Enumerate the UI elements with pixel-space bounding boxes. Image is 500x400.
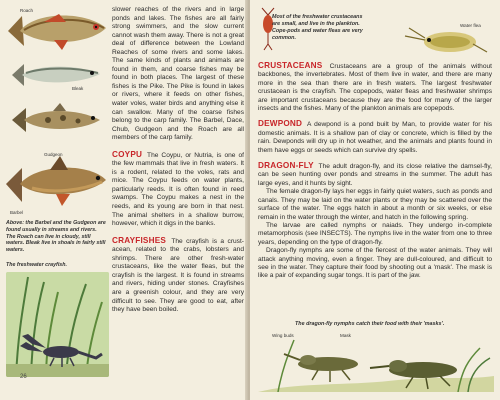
nymph-caption: The dragon-fly nymphs catch their food with their 'masks'. bbox=[295, 321, 445, 327]
dragonfly-section bbox=[258, 162, 492, 188]
crayfishes-text: The crayfish is a crust-acean, related to the crabs, lobsters and shrimps. There are other fresh-water crustaceans, like the water fleas, but the crayfish is the largest. It is found in streams and rivers, hiding under stones. Crayfishes are a greenish colour, and they are very difficult to see. They are good to eat, after they have been boiled. bbox=[112, 237, 245, 314]
crayfish-illustration bbox=[6, 272, 109, 377]
dragonfly-text-4: Dragon-fly nymphs are some of the fiercest of the water animals. They will attack anything moving, even a finger. They are dull-coloured, and difficult to see in the water. They capture their food by shooting out a 'mask'. The mask is like a pair of expanding sugar tongs. It is part of the jaw. bbox=[258, 247, 492, 280]
crustaceans-text: Crustaceans are a group of the animals without backbones, the invertebrates. Most of them live in water, and there are many more in the sea than there are in fresh waters. The largest freshwater crustacean is the crayfish. The copepods, water fleas and freshwater shrimps are important crustaceans because they are the food for many of the larger insects and the fishes. Many of the plankton animals are copepods. bbox=[258, 63, 492, 113]
dragonfly-nymph-illustration bbox=[258, 330, 494, 392]
fish-illustrations bbox=[0, 0, 110, 255]
crayfishes-heading: CRAYFISHES bbox=[112, 235, 167, 245]
fish-label-gudgeon: Gudgeon bbox=[44, 152, 63, 157]
fish-label-roach: Roach bbox=[20, 8, 34, 13]
bleak-illustration bbox=[8, 58, 104, 92]
barbel-illustration bbox=[2, 150, 110, 212]
roach-illustration bbox=[4, 8, 112, 54]
water-flea-label: Water flea bbox=[460, 23, 481, 28]
coypu-section bbox=[112, 151, 244, 229]
left-column-text bbox=[112, 6, 244, 315]
intro-paragraph: slower reaches of the rivers and in large ponds and lakes. The fishes are all fairly strong swimmers, and the slow current cannot wash them away. There is not a great deal of difference between the Lowland Reaches of some rivers and some lakes. The same kinds of plants and animals are found in them, and coarse fishes may be found in both places. The largest of these fishes is the Pike. The Pike is found in lakes or rivers, where it feeds on other fishes, water voles, water birds and anything else it can swallow. Many of the coarse fishes belong to the carp family. The Barbel, Dace, Chub, Gudgeon and the Roach are all members of the carp family. bbox=[112, 6, 244, 142]
dragonfly-heading: DRAGON-FLY bbox=[258, 161, 314, 171]
fish-label-bleak: Bleak bbox=[72, 86, 84, 91]
crayfish-caption: The freshwater crayfish. bbox=[6, 262, 67, 268]
crustaceans-heading: CRUSTACEANS bbox=[258, 61, 323, 70]
coypu-text: The Coypu, or Nutria, is one of the few mammals that live in fresh waters. It is a rodent, related to the voles, rats and mice. The Coypu feeds on water plants, particularly reeds. It is often found in reed swamps. The Coypu makes a nest in the reeds, and its young are born in that nest. The animal shelters in a shallow burrow, however, which it digs in the banks. bbox=[112, 151, 245, 228]
plankton-caption: Most of the freshwater crustaceans are small, and live in the plankton. Cope-pods and water fleas are very common. bbox=[272, 14, 363, 41]
mask-label: Mask bbox=[340, 333, 351, 338]
dewpond-heading: DEWPOND bbox=[258, 119, 303, 129]
dragonfly-text-1: The adult dragon-fly, and its close relative the damsel-fly, can be seen hunting over ponds and streams in the summer. The adult has large eyes, and it hunts by sight. bbox=[258, 163, 493, 187]
dewpond-text: A dewpond is a pond built by Man, to provide water for his domestic animals. It is a shallow pan of clay or concrete, which is filled by the rain. Dewponds will dry up in hot weather, and the animals and plants found in them have eggs or seeds which can survive dry spells. bbox=[258, 121, 492, 154]
dragonfly-text-2: The female dragon-fly lays her eggs in fairly quiet waters, such as ponds and canals. They may be laid on the water plants or they may be scattered over the surface of the water. The eggs hatch in about a month or six weeks, or else remain in the water through the winter, and hatch in the following spring. bbox=[258, 188, 492, 221]
dragonfly-text-3: The larvae are called nymphs or naiads. They undergo in-complete metamorphosis (see INSECTS). The nymphs live in the water from one to three years, depending on the type of dragon-fly. bbox=[258, 221, 492, 246]
wing-buds-label: Wing buds bbox=[272, 333, 294, 338]
crustaceans-section bbox=[258, 62, 492, 113]
left-page bbox=[0, 0, 248, 400]
gudgeon-illustration bbox=[8, 100, 104, 142]
page-number-left: 26 bbox=[20, 374, 27, 380]
coypu-heading: COYPU bbox=[112, 149, 143, 159]
fish-label-barbel: Barbel bbox=[10, 210, 24, 215]
dewpond-section bbox=[258, 120, 492, 155]
crayfishes-section bbox=[112, 237, 244, 315]
fish-caption: Above: the Barbel and the Gudgeon are found usually in streams and rivers. The Roach can live in cloudy, still waters. Bleak live in shoals in fairly still waters. bbox=[6, 220, 106, 254]
right-column-text bbox=[258, 62, 492, 281]
